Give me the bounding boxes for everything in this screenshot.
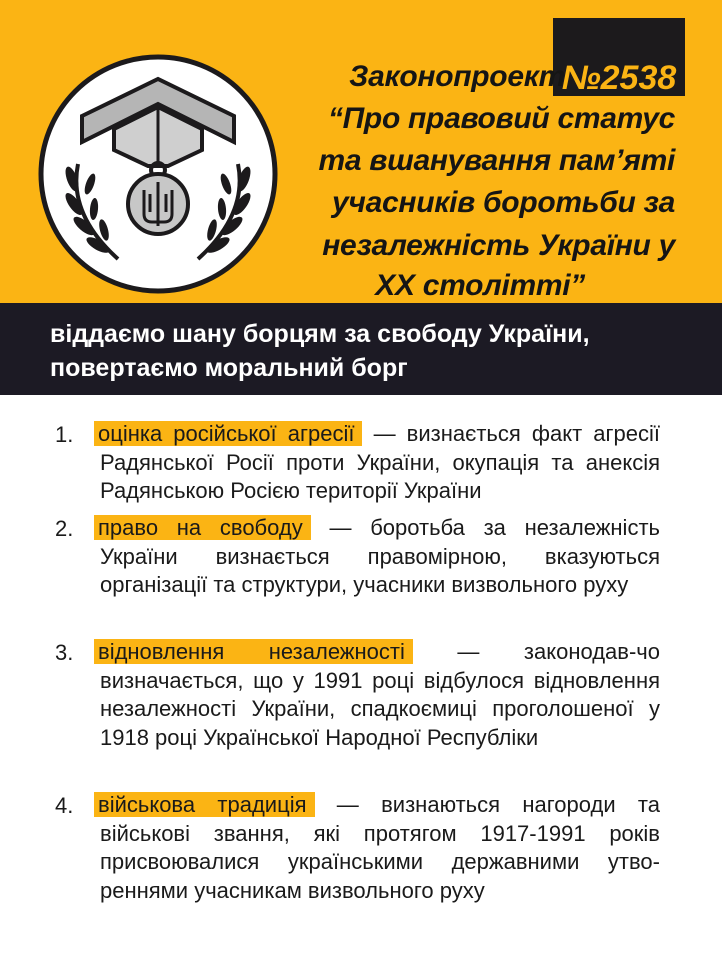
slogan-banner — [0, 303, 722, 395]
item-number: 4. — [55, 793, 74, 818]
item-highlight: відновлення незалежності — [94, 639, 413, 664]
title-line: та вшанування пам’яті — [318, 144, 675, 177]
bill-title — [295, 52, 695, 302]
slogan-line: повертаємо моральний борг — [50, 354, 408, 382]
item-highlight: військова традиція — [94, 792, 315, 817]
item-text — [100, 638, 660, 752]
item-description: — законодав-чо визначається, що у 1991 році відбулося відновлення незалежності України, спадкоємиці проголошеної у 1918 році Української Народної Республіки — [100, 639, 661, 750]
bill-number: №2538 — [561, 59, 677, 97]
item-text — [100, 420, 660, 506]
item-number: 1. — [55, 422, 74, 447]
title-line: ХХ столітті” — [375, 269, 585, 302]
item-text — [100, 514, 660, 600]
item-text — [100, 791, 660, 905]
title-line: незалежність України у — [322, 229, 675, 262]
title-prefix: Законопроект — [349, 60, 565, 93]
header — [0, 0, 722, 303]
item-description: — визнається факт агресії Радянської Росії проти України, окупація та анексія Радянською Росією території України — [100, 421, 660, 503]
item-highlight: право на свободу — [94, 515, 311, 540]
slogan-line: віддаємо шану борцям за свободу України, — [50, 320, 590, 348]
bill-number-badge — [553, 18, 685, 96]
title-line: учасників боротьби за — [332, 186, 675, 219]
title-line: “Про правовий статус — [327, 102, 675, 135]
item-highlight: оцінка російської агресії — [94, 421, 362, 446]
item-description: — визнаються нагороди та військові звання, які протягом 1917-1991 років присвоювалися українськими державними утво-реннями учасникам визвольного руху — [100, 792, 660, 903]
medal-emblem-icon — [38, 54, 278, 294]
item-number: 2. — [55, 516, 74, 541]
item-number: 3. — [55, 640, 74, 665]
item-description: — боротьба за незалежність України визнається правомірною, вказуються організації та структури, учасники визвольного руху — [100, 515, 660, 597]
